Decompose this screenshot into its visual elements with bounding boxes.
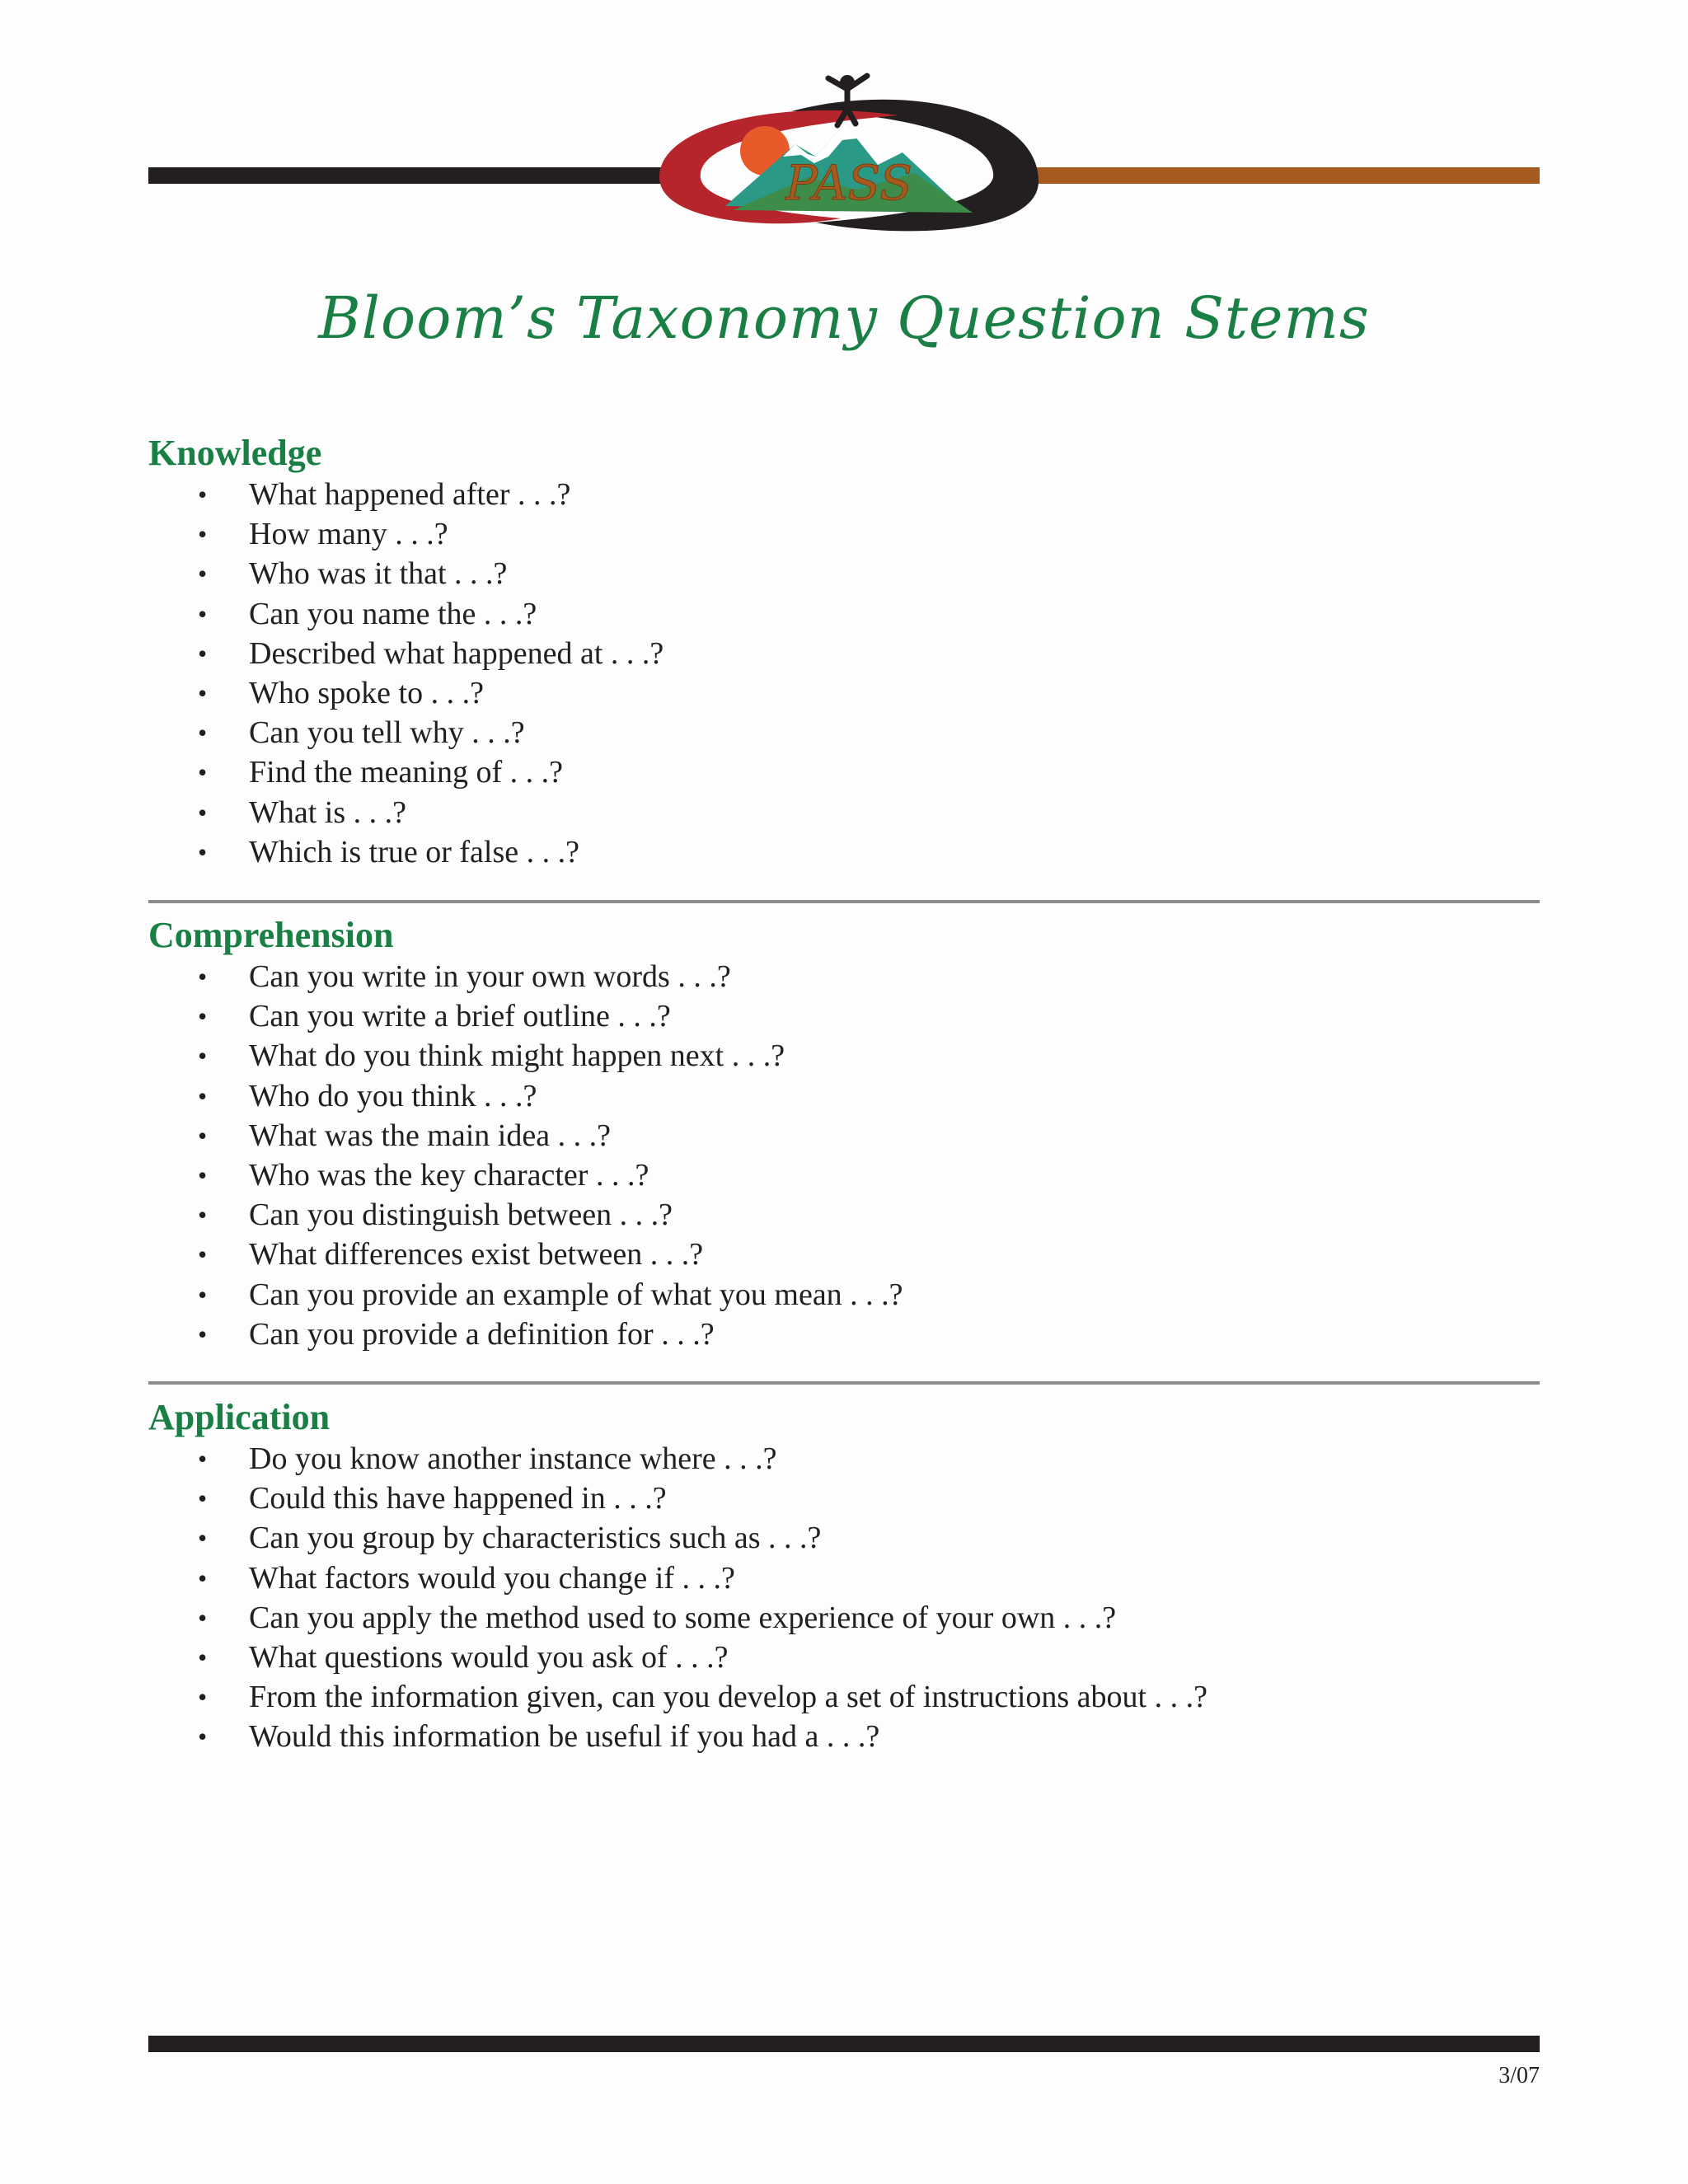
stem-text: What was the main idea . . .? xyxy=(249,1118,611,1153)
list-item xyxy=(148,1638,1540,1677)
stem-text: What differences exist between . . .? xyxy=(249,1237,704,1272)
bullet: • xyxy=(198,559,208,589)
list-item xyxy=(148,634,1540,673)
section-divider xyxy=(148,1381,1540,1385)
stem-text: Can you write a brief outline . . .? xyxy=(249,999,671,1034)
stem-text: What questions would you ask of . . .? xyxy=(249,1639,729,1675)
bullet: • xyxy=(198,837,208,867)
stem-text: Who was it that . . .? xyxy=(249,556,508,592)
bullet: • xyxy=(198,718,208,748)
list-item xyxy=(148,554,1540,593)
bullet: • xyxy=(198,1682,208,1713)
list-item xyxy=(148,1677,1540,1717)
list-item xyxy=(148,752,1540,792)
bullet: • xyxy=(198,598,208,629)
stem-text: Who do you think . . .? xyxy=(249,1078,537,1113)
stem-text: What do you think might happen next . . .? xyxy=(249,1038,785,1074)
list-item xyxy=(148,1479,1540,1518)
stem-list xyxy=(148,475,1540,872)
footer-bar xyxy=(148,2036,1540,2052)
stem-text: Can you distinguish between . . .? xyxy=(249,1197,673,1233)
section-heading: Application xyxy=(148,1397,331,1437)
stem-text: Who spoke to . . .? xyxy=(249,675,484,710)
bullet: • xyxy=(198,1001,208,1032)
list-item xyxy=(148,1598,1540,1638)
stem-text: Can you write in your own words . . .? xyxy=(249,959,731,994)
stem-list xyxy=(148,957,1540,1354)
list-item xyxy=(148,514,1540,554)
stem-text: Can you tell why . . .? xyxy=(249,715,525,751)
list-item xyxy=(148,1195,1540,1235)
bullet: • xyxy=(198,1444,208,1474)
bullet: • xyxy=(198,1483,208,1514)
bullet: • xyxy=(198,1279,208,1310)
list-item xyxy=(148,594,1540,634)
bullet: • xyxy=(198,638,208,668)
stem-text: Can you apply the method used to some experience of your own . . .? xyxy=(249,1600,1117,1635)
stem-text: How many . . .? xyxy=(249,517,448,552)
bullet: • xyxy=(198,519,208,550)
list-item xyxy=(148,713,1540,752)
list-item xyxy=(148,475,1540,514)
list-item xyxy=(148,832,1540,872)
stem-text: From the information given, can you develop a set of instructions about . . .? xyxy=(249,1680,1207,1715)
list-item xyxy=(148,793,1540,832)
section-comprehension xyxy=(148,914,1540,1354)
page-number: 3/07 xyxy=(1498,2063,1540,2088)
bullet: • xyxy=(198,1642,208,1672)
stem-text: Described what happened at . . .? xyxy=(249,635,664,671)
list-item xyxy=(148,1439,1540,1479)
header-bar-right xyxy=(1030,167,1540,184)
stem-text: Would this information be useful if you had a . . .? xyxy=(249,1719,880,1755)
list-item xyxy=(148,1315,1540,1354)
list-item xyxy=(148,1155,1540,1195)
stem-list xyxy=(148,1439,1540,1757)
list-item xyxy=(148,957,1540,996)
list-item xyxy=(148,1275,1540,1315)
stem-text: Find the meaning of . . .? xyxy=(249,755,563,790)
stem-text: What happened after . . .? xyxy=(249,477,571,512)
stem-text: Can you name the . . .? xyxy=(249,596,537,631)
stem-text: What factors would you change if . . .? xyxy=(249,1560,735,1596)
stem-text: What is . . .? xyxy=(249,794,407,830)
page-title: Bloom’s Taxonomy Question Stems xyxy=(318,284,1370,352)
stem-text: Who was the key character . . .? xyxy=(249,1157,649,1193)
section-heading: Knowledge xyxy=(148,433,322,473)
pass-logo xyxy=(651,66,1047,239)
stem-text: Can you provide an example of what you mean . . .? xyxy=(249,1277,903,1312)
section-heading: Comprehension xyxy=(148,915,394,955)
list-item xyxy=(148,1717,1540,1756)
bullet: • xyxy=(198,1041,208,1071)
bullet: • xyxy=(198,1120,208,1151)
bullet: • xyxy=(198,962,208,991)
bullet: • xyxy=(198,480,208,509)
list-item xyxy=(148,1235,1540,1274)
list-item xyxy=(148,1116,1540,1155)
bullet: • xyxy=(198,797,208,827)
list-item xyxy=(148,996,1540,1036)
list-item xyxy=(148,673,1540,713)
bullet: • xyxy=(198,677,208,708)
list-item xyxy=(148,1076,1540,1116)
stem-text: Could this have happened in . . .? xyxy=(249,1481,667,1516)
stem-text: Can you provide a definition for . . .? xyxy=(249,1316,715,1352)
bullet: • xyxy=(198,1200,208,1230)
header-bar-left xyxy=(148,167,668,184)
bullet: • xyxy=(198,1319,208,1349)
bullet: • xyxy=(198,1602,208,1633)
bullet: • xyxy=(198,1523,208,1554)
list-item xyxy=(148,1036,1540,1076)
stem-text: Do you know another instance where . . .? xyxy=(249,1441,777,1476)
bullet: • xyxy=(198,1722,208,1752)
bullet: • xyxy=(198,1080,208,1111)
stem-text: Which is true or false . . .? xyxy=(249,834,579,869)
section-knowledge xyxy=(148,432,1540,872)
list-item xyxy=(148,1518,1540,1558)
bullet: • xyxy=(198,1160,208,1190)
section-application xyxy=(148,1396,1540,1757)
logo-text: PASS xyxy=(785,155,913,211)
bullet: • xyxy=(198,1240,208,1270)
bullet: • xyxy=(198,757,208,788)
list-item xyxy=(148,1558,1540,1598)
bullet: • xyxy=(198,1563,208,1593)
stem-text: Can you group by characteristics such as . . .? xyxy=(249,1521,822,1556)
section-divider xyxy=(148,900,1540,903)
